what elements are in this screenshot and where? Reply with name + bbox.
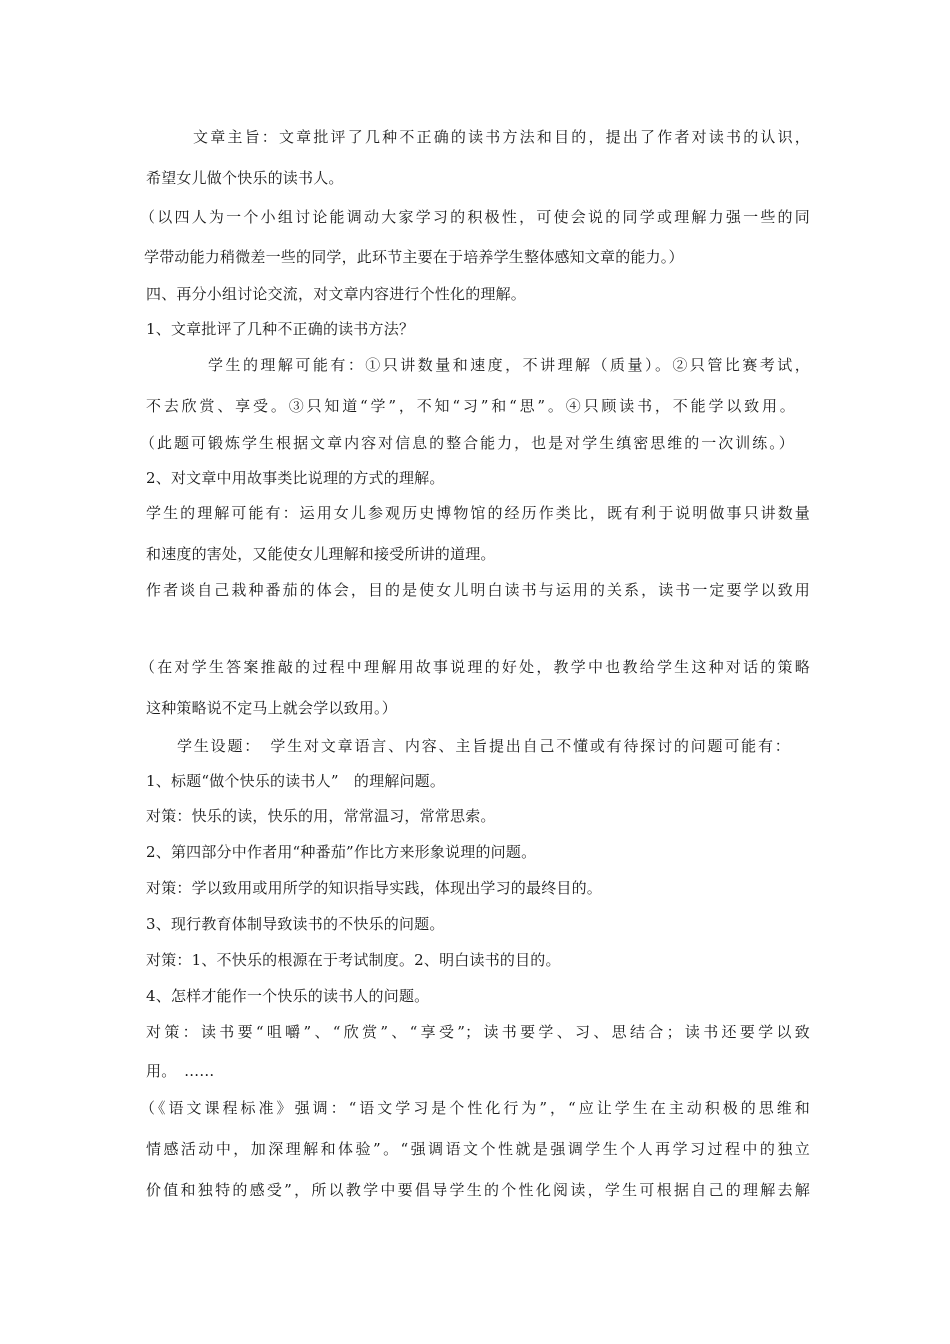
text-line-11: 学生的理解可能有：运用女儿参观历史博物馆的经历作类比，既有利于说明做事只讲数量 xyxy=(146,504,810,522)
text-line-14: （在对学生答案推敲的过程中理解用故事说理的好处，教学中也教给学生这种对话的策略 xyxy=(140,658,810,676)
text-line-22: 对策：1、不快乐的根源在于考试制度。2、明白读书的目的。 xyxy=(146,951,561,969)
text-line-5: 四、再分小组讨论交流，对文章内容进行个性化的理解。 xyxy=(146,285,527,303)
text-line-24: 对策：读书要“咀嚼”、“欣赏”、“享受”；读书要学、习、思结合；读书还要学以致 xyxy=(146,1023,810,1041)
text-line-18: 对策：快乐的读，快乐的用，常常温习，常常思索。 xyxy=(146,807,496,825)
text-line-28: 价值和独特的感受”，所以教学中要倡导学生的个性化阅读，学生可根据自己的理解去解 xyxy=(146,1181,810,1199)
text-line-17: 1、标题“做个快乐的读书人” 的理解问题。 xyxy=(146,772,446,790)
text-line-13: 作者谈自己栽种番茄的体会，目的是使女儿明白读书与运用的关系，读书一定要学以致用 xyxy=(146,581,810,599)
text-line-25: 用。 …… xyxy=(146,1062,215,1080)
text-line-27: 情感活动中，加深理解和体验”。“强调语文个性就是强调学生个人再学习过程中的独立 xyxy=(146,1140,810,1158)
text-line-16: 学生设题： 学生对文章语言、内容、主旨提出自己不懂或有待探讨的问题可能有： xyxy=(177,737,790,755)
text-line-7: 学生的理解可能有：①只讲数量和速度，不讲理解（质量）。②只管比赛考试， xyxy=(208,356,810,374)
text-line-19: 2、第四部分中作者用“种番茄”作比方来形象说理的问题。 xyxy=(146,843,537,861)
text-line-3: （以四人为一个小组讨论能调动大家学习的积极性，可使会说的同学或理解力强一些的同 xyxy=(140,208,810,226)
text-line-26: （《语文课程标准》强调：“语文学习是个性化行为”，“应让学生在主动积极的思维和 xyxy=(140,1099,810,1117)
text-line-23: 4、怎样才能作一个快乐的读书人的问题。 xyxy=(146,987,430,1005)
text-line-4: 学带动能力稍微差一些的同学，此环节主要在于培养学生整体感知文章的能力。） xyxy=(144,248,684,266)
text-line-6: 1、文章批评了几种不正确的读书方法？ xyxy=(146,320,415,338)
text-line-10: 2、对文章中用故事类比说理的方式的理解。 xyxy=(146,469,445,487)
text-line-20: 对策：学以致用或用所学的知识指导实践，体现出学习的最终目的。 xyxy=(146,879,603,897)
text-line-15: 这种策略说不定马上就会学以致用。） xyxy=(146,699,397,717)
text-line-21: 3、现行教育体制导致读书的不快乐的问题。 xyxy=(146,915,445,933)
text-line-9: （此题可锻炼学生根据文章内容对信息的整合能力，也是对学生缜密思维的一次训练。） xyxy=(140,434,794,452)
text-line-2: 希望女儿做个快乐的读书人。 xyxy=(146,169,344,187)
text-line-8: 不去欣赏、享受。③只知道“学”，不知“习”和“思”。④只顾读书，不能学以致用。 xyxy=(146,397,795,415)
text-line-1: 文章主旨：文章批评了几种不正确的读书方法和目的，提出了作者对读书的认识， xyxy=(193,128,810,146)
text-line-12: 和速度的害处，又能使女儿理解和接受所讲的道理。 xyxy=(146,545,496,563)
